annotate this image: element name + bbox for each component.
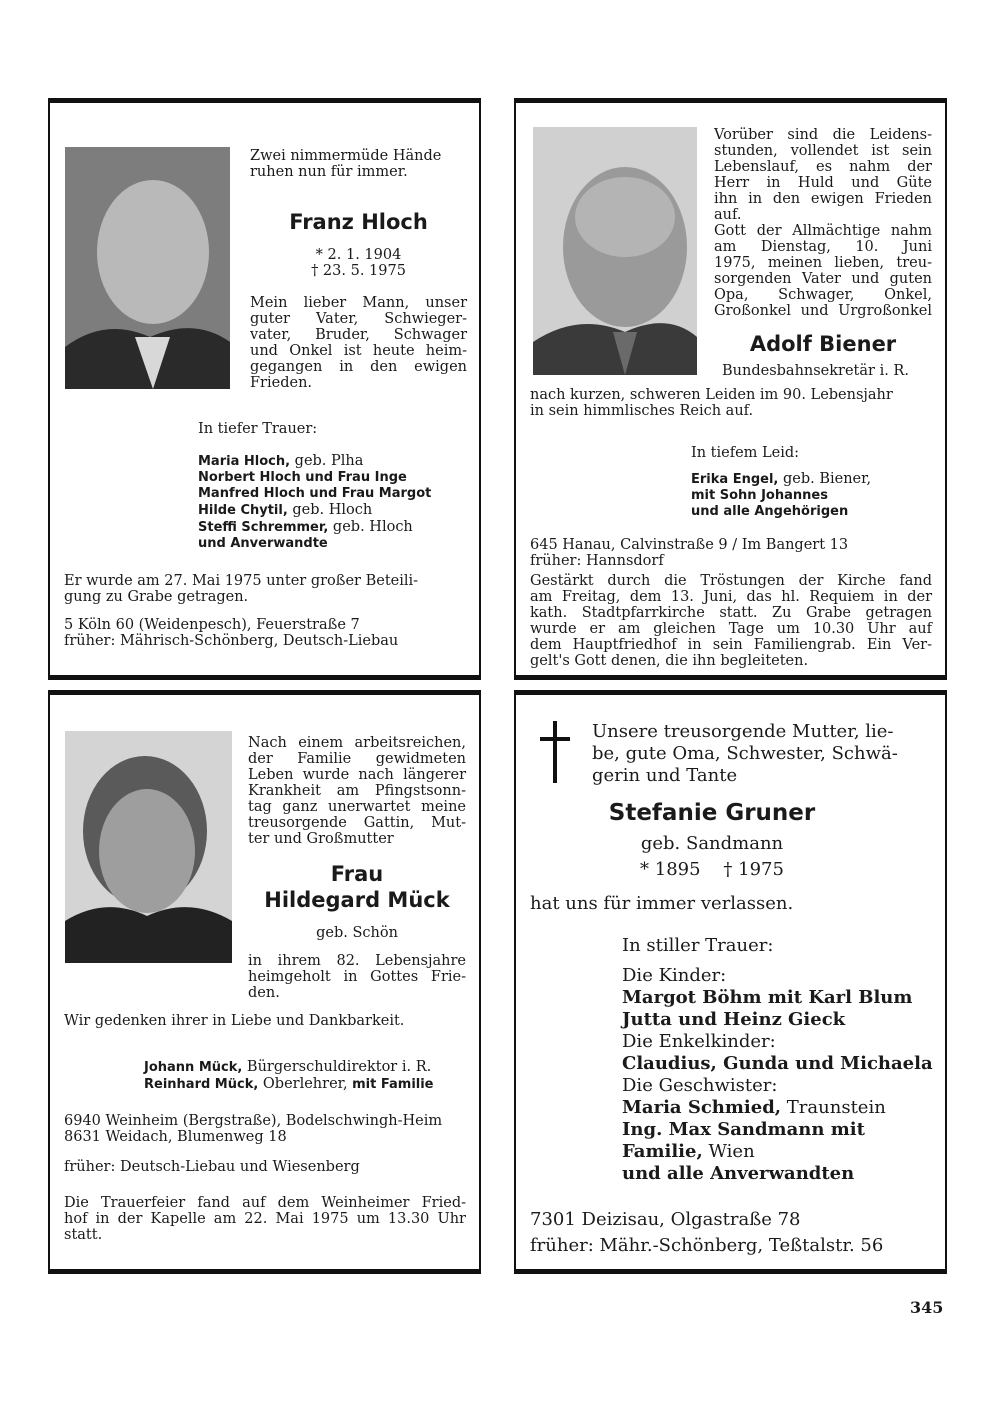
passed-text: hat uns für immer verlassen. (530, 893, 794, 914)
funeral-text: Die Trauerfeier fand auf dem Weinheimer Fried- hof in der Kapelle am 22. Mai 1975 um 13.30 Uhr statt. (64, 1195, 466, 1243)
former-address: früher: Deutsch-Liebau und Wiesenberg (64, 1159, 360, 1175)
deceased-name: Hildegard Mück (264, 888, 450, 912)
address: 5 Köln 60 (Weidenpesch), Feuerstraße 7 früher: Mährisch-Schönberg, Deutsch-Liebau (64, 617, 399, 649)
main-text: Nach einem arbeitsreichen, der Familie gewidmeten Leben wurde nach längerer Krankheit am Pfingstsonn- tag ganz unerwartet meine treusorgende Gattin, Mut- ter und Großmutter (248, 735, 466, 847)
mourners-list: Johann Mück, Bürgerschuldirektor i. R. Reinhard Mück, Oberlehrer, mit Familie (144, 1059, 434, 1092)
mourners-list: Maria Hloch, geb. Plha Norbert Hloch und Frau Inge Manfred Hloch und Frau Margot Hilde Chytil, geb. Hloch Steffi Schremmer, geb. Hloch und Anverwandte (198, 453, 432, 551)
portrait-photo (533, 127, 697, 375)
deceased-name-prefix: Frau (330, 862, 384, 886)
intro-text: Zwei nimmermüde Hände ruhen nun für immer. (250, 148, 442, 180)
mourners-list: Erika Engel, geb. Biener, mit Sohn Johannes und alle Angehörigen (691, 471, 872, 519)
mourners-label: In tiefem Leid: (691, 445, 800, 461)
remembrance-text: Wir gedenken ihrer in Liebe und Dankbarkeit. (64, 1013, 405, 1029)
cross-icon (540, 721, 570, 783)
main-text: Vorüber sind die Leidens- stunden, vollendet ist sein Lebenslauf, es nahm der Herr in Huld und Güte ihn in den ewigen Frieden auf. Gott der Allmächtige nahm am Dienstag, 10. Juni 1975, meinen lieben, treu- sorgenden Vater und guten Opa, Schwager, Onkel, Großonkel und Urgroßonkel (714, 127, 932, 319)
deceased-name: Adolf Biener (749, 332, 897, 356)
funeral-text: Er wurde am 27. Mai 1975 unter großer Beteili- gung zu Grabe getragen. (64, 573, 419, 605)
address: 7301 Deizisau, Olgastraße 78 früher: Mähr.-Schönberg, Teßtalstr. 56 (530, 1209, 884, 1256)
life-dates: * 1895 † 1975 (640, 859, 784, 880)
intro-text: Unsere treusorgende Mutter, lie- be, gute Oma, Schwester, Schwä- gerin und Tante (592, 721, 898, 786)
death-date: † 23. 5. 1975 (311, 263, 406, 279)
page-number: 345 (910, 1298, 944, 1317)
mourners-list: In stiller Trauer: Die Kinder: Margot Böhm mit Karl Blum Jutta und Heinz Gieck Die Enkelkinder: Claudius, Gunda und Michaela Die Geschwister: Maria Schmied, Traunstein Ing. Max Sandmann mit Familie, Wien und alle Anverwandten (622, 935, 933, 1184)
funeral-text: Gestärkt durch die Tröstungen der Kirche fand am Freitag, dem 13. Juni, das hl. Requiem in der kath. Stadtpfarrkirche statt. Zu Grabe getragen wurde er am gleichen Tage um 10.30 Uhr auf dem Hauptfriedhof in sein Familiengrab. Ein Ver- gelt's Gott denen, die ihn begleiteten. (530, 573, 932, 669)
deceased-name: Franz Hloch (289, 210, 428, 234)
deceased-title: Bundesbahnsekretär i. R. (722, 363, 909, 379)
continuation-text: nach kurzen, schweren Leiden im 90. Lebensjahr in sein himmlisches Reich auf. (530, 387, 893, 419)
birth-name: geb. Sandmann (640, 833, 784, 854)
birth-date: * 2. 1. 1904 (315, 247, 402, 263)
obituary-franz-hloch (48, 98, 481, 680)
continuation-text: in ihrem 82. Lebensjahre heimgeholt in Gottes Frie- den. (248, 953, 466, 1001)
obituary-stefanie-gruner (514, 690, 947, 1274)
portrait-photo (65, 731, 232, 963)
main-text: Mein lieber Mann, unser guter Vater, Schwieger- vater, Bruder, Schwager und Onkel ist heute heim- gegangen in den ewigen Frieden. (250, 295, 467, 391)
obituary-hildegard-mueck (48, 690, 481, 1274)
deceased-name: Stefanie Gruner (608, 800, 816, 826)
portrait-photo (65, 147, 230, 389)
obituary-adolf-biener (514, 98, 947, 680)
address: 6940 Weinheim (Bergstraße), Bodelschwingh-Heim 8631 Weidach, Blumenweg 18 (64, 1113, 443, 1145)
mourners-label: In tiefer Trauer: (198, 421, 318, 437)
birth-name: geb. Schön (316, 925, 398, 941)
address: 645 Hanau, Calvinstraße 9 / Im Bangert 13 früher: Hannsdorf (530, 537, 849, 569)
